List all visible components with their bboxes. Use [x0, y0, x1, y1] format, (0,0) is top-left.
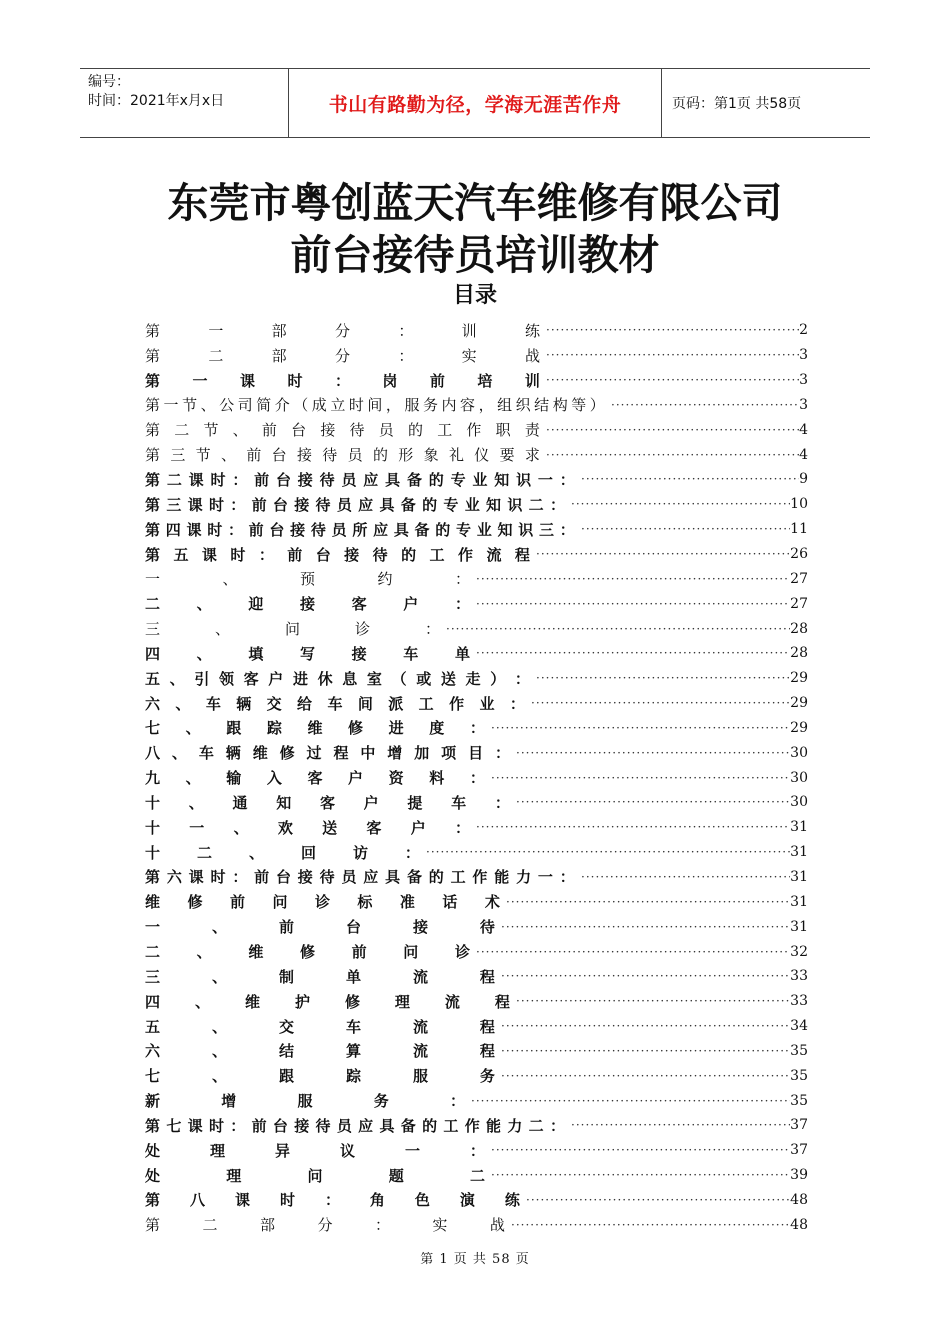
toc-entry	[145, 666, 808, 691]
toc-entry-label: 处 理 异 议 一 ：	[145, 1141, 485, 1160]
toc-entry-page: 3	[799, 372, 808, 389]
toc-leader-dots	[516, 746, 790, 760]
toc-entry	[145, 939, 808, 964]
toc-entry-page: 27	[790, 595, 808, 612]
toc-entry	[145, 566, 808, 591]
toc-entry-page: 30	[790, 769, 808, 786]
toc-entry	[145, 368, 808, 393]
toc-entry	[145, 467, 808, 492]
toc-entry-page: 37	[790, 1117, 808, 1134]
toc-heading: 目录	[452, 283, 497, 308]
toc-entry	[145, 1212, 808, 1237]
toc-entry-label: 五 、 交 车 流 程	[145, 1017, 495, 1036]
toc-leader-dots	[501, 1044, 790, 1058]
toc-entry	[145, 417, 808, 442]
page-header	[80, 68, 870, 138]
toc-leader-dots	[511, 1218, 790, 1232]
toc-entry-label: 第 一 节 、 公 司 简 介 （ 成 立 时 间 ， 服 务 内 容 ， 组 织 结 构 等 ）	[145, 396, 605, 415]
toc-entry-page: 29	[790, 670, 808, 687]
toc-leader-dots	[546, 348, 799, 362]
toc-entry-label: 第 七 课 时 ： 前 台 接 待 员 应 具 备 的 工 作 能 力 二 ：	[145, 1116, 565, 1135]
toc-entry	[145, 492, 808, 517]
toc-leader-dots	[571, 497, 790, 511]
toc-entry-page: 28	[790, 620, 808, 637]
toc-entry	[145, 591, 808, 616]
toc-entry-label: 二 、 迎 接 客 户 ：	[145, 595, 470, 614]
toc-entry-page: 35	[790, 1042, 808, 1059]
toc-leader-dots	[531, 696, 790, 710]
toc-leader-dots	[516, 795, 790, 809]
toc-entry-page: 28	[790, 645, 808, 662]
toc-leader-dots	[491, 721, 790, 735]
toc-entry-label: 三 、 制 单 流 程	[145, 967, 495, 986]
toc-entry-page: 31	[790, 844, 808, 861]
toc-leader-dots	[491, 1143, 790, 1157]
toc-entry-label: 十 一 、 欢 送 客 户 ：	[145, 818, 470, 837]
toc-leader-dots	[526, 1193, 790, 1207]
toc-leader-dots	[476, 646, 790, 660]
doc-time: 时间：2021年x月x日	[88, 93, 225, 109]
toc-entry	[145, 865, 808, 890]
toc-entry-label: 第 三 课 时 ： 前 台 接 待 员 应 具 备 的 专 业 知 识 二 ：	[145, 495, 565, 514]
toc-entry	[145, 716, 808, 741]
toc-entry-page: 48	[790, 1191, 808, 1208]
toc-entry-label: 维 修 前 问 诊 标 准 话 术	[145, 893, 500, 912]
toc-entry-page: 31	[790, 893, 808, 910]
toc-entry-page: 37	[790, 1142, 808, 1159]
toc-entry	[145, 914, 808, 939]
toc-leader-dots	[516, 994, 790, 1008]
toc-leader-dots	[581, 870, 790, 884]
toc-leader-dots	[501, 969, 790, 983]
toc-entry	[145, 343, 808, 368]
toc-entry-label: 第 二 部 分 ： 实 战	[145, 346, 540, 365]
toc-leader-dots	[581, 522, 790, 536]
toc-entry	[145, 517, 808, 542]
toc-entry-label: 四 、 维 护 修 理 流 程	[145, 992, 510, 1011]
toc-entry	[145, 1113, 808, 1138]
document-title-line2: 前台接待员培训教材	[290, 231, 660, 279]
toc-entry	[145, 1014, 808, 1039]
toc-entry	[145, 1063, 808, 1088]
toc-entry	[145, 964, 808, 989]
toc-leader-dots	[546, 423, 799, 437]
toc-entry-label: 第 三 节 、 前 台 接 待 员 的 形 象 礼 仪 要 求	[145, 446, 540, 465]
toc-entry-page: 26	[790, 546, 808, 563]
toc-entry-page: 32	[790, 943, 808, 960]
table-of-contents	[145, 318, 808, 1237]
toc-entry	[145, 1188, 808, 1213]
toc-entry-page: 11	[790, 521, 808, 538]
toc-leader-dots	[476, 597, 790, 611]
toc-entry-page: 10	[790, 496, 808, 513]
toc-entry-label: 四 、 填 写 接 车 单	[145, 644, 470, 663]
toc-leader-dots	[476, 572, 790, 586]
toc-leader-dots	[491, 1168, 790, 1182]
toc-leader-dots	[546, 373, 799, 387]
toc-entry-label: 第 六 课 时 ： 前 台 接 待 员 应 具 备 的 工 作 能 力 一 ：	[145, 868, 575, 887]
toc-entry-label: 第 二 节 、 前 台 接 待 员 的 工 作 职 责	[145, 421, 540, 440]
toc-entry-page: 39	[790, 1167, 808, 1184]
toc-entry-page: 35	[790, 1067, 808, 1084]
toc-entry	[145, 616, 808, 641]
toc-entry-label: 一 、 预 约 ：	[145, 570, 470, 589]
toc-leader-dots	[446, 622, 790, 636]
toc-leader-dots	[571, 1118, 790, 1132]
toc-entry-label: 七 、 跟 踪 维 修 进 度 ：	[145, 719, 485, 738]
toc-entry-page: 27	[790, 570, 808, 587]
toc-entry	[145, 1163, 808, 1188]
toc-entry-page: 30	[790, 794, 808, 811]
toc-entry	[145, 318, 808, 343]
header-motto: 书山有路勤为径，学海无涯苦作舟	[289, 69, 662, 137]
toc-leader-dots	[581, 472, 799, 486]
toc-entry-label: 新 增 服 务 ：	[145, 1092, 465, 1111]
toc-entry-page: 4	[799, 446, 808, 463]
doc-code: 编号：	[88, 74, 130, 90]
toc-entry-page: 33	[790, 968, 808, 985]
toc-leader-dots	[471, 1094, 790, 1108]
toc-entry	[145, 889, 808, 914]
toc-entry-label: 三 、 问 诊 ：	[145, 620, 440, 639]
toc-entry-label: 第 一 部 分 ： 训 练	[145, 321, 540, 340]
toc-entry-label: 五 、 引 领 客 户 进 休 息 室 （ 或 送 走 ） ：	[145, 669, 530, 688]
page-footer: 第 1 页 共 58 页	[420, 1252, 530, 1267]
header-meta	[80, 69, 289, 137]
toc-entry-label: 第 四 课 时 ： 前 台 接 待 员 所 应 具 备 的 专 业 知 识 三 ：	[145, 520, 575, 539]
document-title-line1: 东莞市粤创蓝天汽车维修有限公司	[167, 179, 783, 227]
toc-entry	[145, 1138, 808, 1163]
toc-entry-label: 处 理 问 题 二	[145, 1166, 485, 1185]
toc-entry-page: 29	[790, 719, 808, 736]
toc-entry-label: 第 八 课 时 ： 角 色 演 练	[145, 1191, 520, 1210]
toc-leader-dots	[491, 771, 790, 785]
toc-entry-label: 十 、 通 知 客 户 提 车 ：	[145, 793, 510, 812]
toc-entry-label: 九 、 输 入 客 户 资 料 ：	[145, 769, 485, 788]
toc-entry-page: 29	[790, 695, 808, 712]
toc-leader-dots	[476, 945, 790, 959]
toc-entry-page: 31	[790, 819, 808, 836]
toc-entry-label: 十 二 、 回 访 ：	[145, 843, 420, 862]
toc-entry-page: 34	[790, 1018, 808, 1035]
toc-entry-page: 35	[790, 1092, 808, 1109]
toc-leader-dots	[611, 398, 799, 412]
toc-leader-dots	[506, 895, 790, 909]
toc-entry	[145, 740, 808, 765]
toc-entry-page: 31	[790, 918, 808, 935]
toc-entry	[145, 840, 808, 865]
header-page-info: 页码：第1页 共58页	[672, 96, 802, 112]
toc-leader-dots	[546, 448, 799, 462]
toc-entry	[145, 1088, 808, 1113]
toc-entry-page: 3	[799, 396, 808, 413]
toc-entry	[145, 691, 808, 716]
toc-entry-page: 30	[790, 744, 808, 761]
toc-entry	[145, 765, 808, 790]
toc-entry	[145, 542, 808, 567]
toc-entry-label: 第 一 课 时 ： 岗 前 培 训	[145, 371, 540, 390]
toc-leader-dots	[426, 845, 790, 859]
toc-entry-page: 9	[799, 471, 808, 488]
toc-entry-label: 八 、 车 辆 维 修 过 程 中 增 加 项 目 ：	[145, 744, 510, 763]
toc-entry	[145, 442, 808, 467]
toc-entry-page: 48	[790, 1216, 808, 1233]
toc-entry-label: 二 、 维 修 前 问 诊	[145, 943, 470, 962]
toc-entry	[145, 790, 808, 815]
toc-leader-dots	[546, 323, 799, 337]
toc-entry-label: 第 二 课 时 ： 前 台 接 待 员 应 具 备 的 专 业 知 识 一 ：	[145, 470, 575, 489]
toc-entry-page: 33	[790, 993, 808, 1010]
toc-entry	[145, 1038, 808, 1063]
toc-leader-dots	[476, 820, 790, 834]
toc-entry-label: 七 、 跟 踪 服 务	[145, 1067, 495, 1086]
toc-entry-label: 六 、 车 辆 交 给 车 间 派 工 作 业 ：	[145, 694, 525, 713]
toc-entry-label: 第 五 课 时 ： 前 台 接 待 的 工 作 流 程	[145, 545, 530, 564]
toc-leader-dots	[501, 1019, 790, 1033]
toc-leader-dots	[501, 920, 790, 934]
toc-entry	[145, 393, 808, 418]
toc-entry-label: 一 、 前 台 接 待	[145, 918, 495, 937]
toc-leader-dots	[536, 547, 790, 561]
toc-entry-page: 2	[799, 322, 808, 339]
toc-entry-label: 六 、 结 算 流 程	[145, 1042, 495, 1061]
toc-entry	[145, 815, 808, 840]
toc-leader-dots	[501, 1069, 790, 1083]
toc-entry-label: 第 二 部 分 ： 实 战	[145, 1216, 505, 1235]
toc-leader-dots	[536, 671, 790, 685]
toc-entry	[145, 989, 808, 1014]
toc-entry	[145, 641, 808, 666]
toc-entry-page: 31	[790, 868, 808, 885]
toc-entry-page: 4	[799, 421, 808, 438]
toc-entry-page: 3	[799, 347, 808, 364]
